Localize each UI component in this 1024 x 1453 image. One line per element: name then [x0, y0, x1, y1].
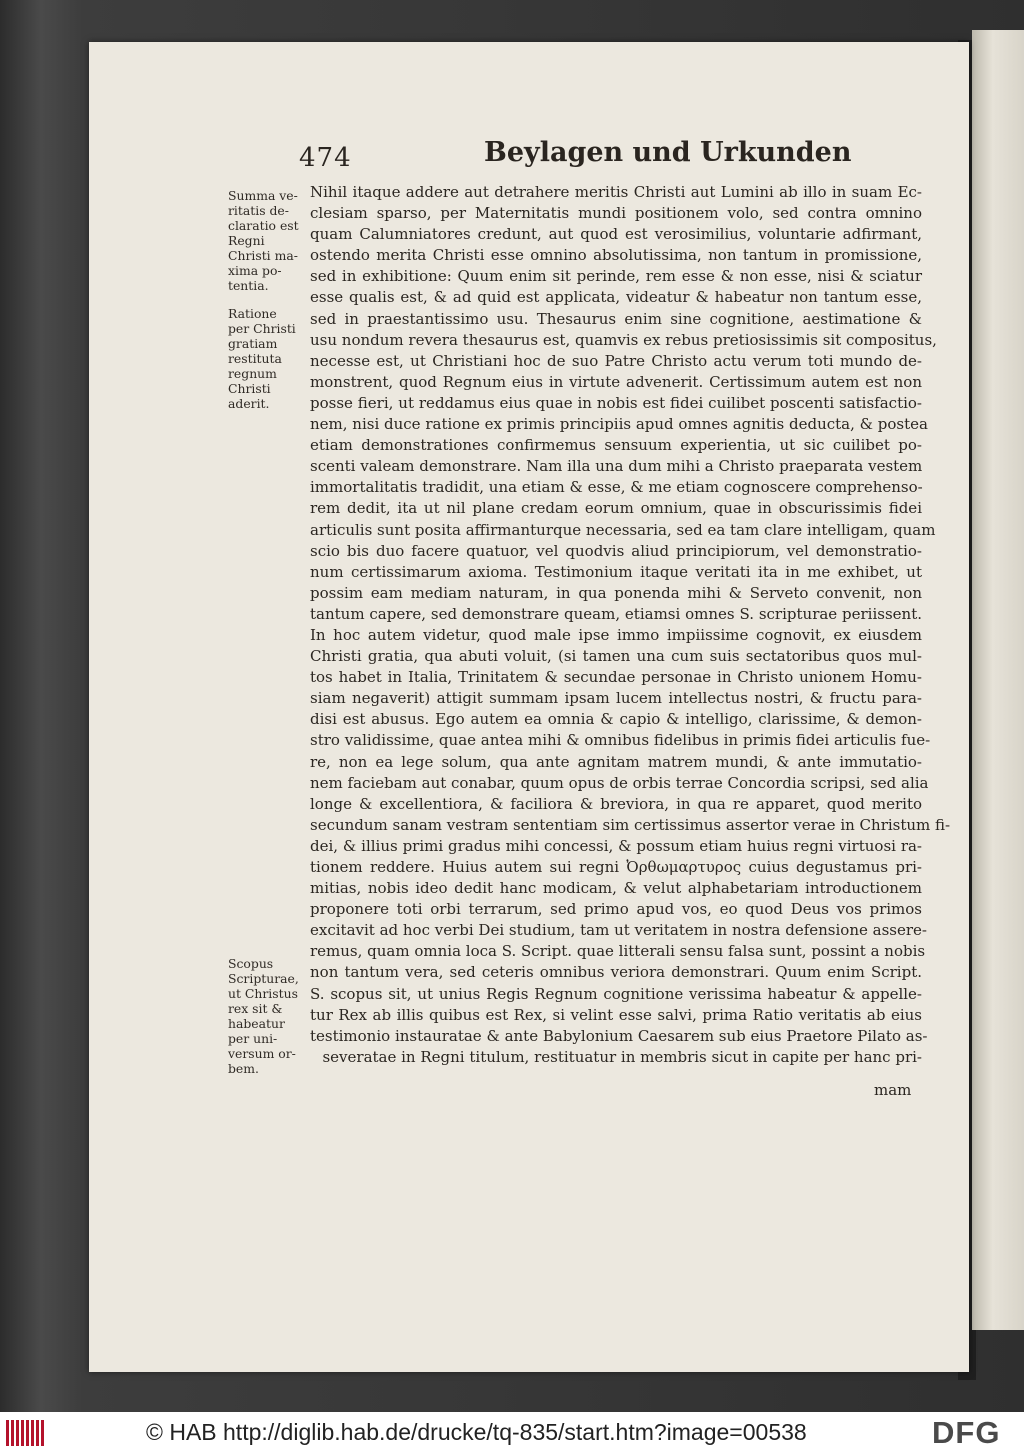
margin-note-line: habeatur	[228, 1016, 285, 1031]
text-line: articulis sunt posita affirmanturque necessaria, sed ea tam clare intelligam, quam	[310, 520, 936, 539]
text-line: In hoc autem videtur, quod male ipse immo impiissime cognovit, ex eiusdem	[310, 625, 922, 644]
text-line: mitias, nobis ideo dedit hanc modicam, & velut alphabetariam introductionem	[310, 879, 922, 898]
text-line: nem, nisi duce ratione ex primis principiis apud omnes agnitis deducta, & postea	[310, 415, 928, 434]
footer-bar	[0, 1412, 1024, 1453]
text-line: necesse est, ut Christiani hoc de suo Patre Christo actu verum toti mundo de-	[310, 351, 922, 370]
text-line: excitavit ad hoc verbi Dei studium, tam ut veritatem in nostra defensione assere-	[310, 921, 927, 940]
margin-note-line: Summa ve-	[228, 188, 298, 203]
margin-note-line: xima po-	[228, 263, 282, 278]
text-line: proponere toti orbi terrarum, sed primo apud vos, eo quod Deus vos primos	[310, 900, 922, 919]
text-line: stro validissime, quae antea mihi & omnibus fidelibus in primis fidei articulis fue-	[310, 731, 931, 750]
margin-note-line: aderit.	[228, 396, 270, 411]
text-line: sed in praestantissimo usu. Thesaurus enim sine cognitione, aestimatione &	[310, 309, 922, 328]
text-line: num certissimarum axioma. Testimonium itaque veritati ita in me exhibet, ut	[310, 562, 922, 581]
text-line: re, non ea lege solum, qua ante agnitam matrem mundi, & ante immutatio-	[310, 752, 922, 771]
text-line: tionem reddere. Huius autem sui regni Ὀρθωμαρτυρος cuius degustamus pri-	[310, 858, 922, 876]
text-line: remus, quam omnia loca S. Script. quae litterali sensu falsa sunt, possint a nobis	[310, 942, 926, 961]
text-line: possim eam mediam naturam, in qua ponenda mihi & Serveto convenit, non	[310, 583, 922, 602]
margin-note-line: claratio est	[228, 218, 299, 233]
text-line: Christi gratia, qua abuti voluit, (si tamen una cum suis sectatoribus quos mul-	[310, 647, 922, 666]
text-line: siam negaverit) attigit summam ipsam lucem intellectus nostri, & fructu para-	[310, 689, 922, 708]
margin-note-line: per Christi	[228, 321, 296, 336]
page-number: 474	[299, 143, 352, 173]
text-line: etiam demonstrationes confirmemus sensuum experientia, ut sic cuilibet po-	[310, 436, 922, 455]
text-line: Nihil itaque addere aut detrahere meritis Christi aut Lumini ab illo in suam Ec-	[310, 183, 922, 201]
margin-note-line: restituta	[228, 351, 282, 366]
text-line: ostendo merita Christi esse omnino absolutissima, non tantum in promissione,	[310, 246, 922, 265]
margin-note-line: gratiam	[228, 336, 278, 351]
margin-note-line: Scripturae,	[228, 971, 299, 986]
text-line: esse qualis est, & ad quid est applicata, videatur & habeatur non tantum esse,	[310, 288, 922, 307]
text-line: scio bis duo facere quatuor, vel quodvis aliud principiorum, vel demonstratio-	[310, 541, 922, 560]
text-line: dei, & illius primi gradus mihi concessi, & possum etiam huius regni virtuosi ra-	[310, 836, 922, 855]
margin-note-line: Scopus	[228, 956, 274, 971]
text-line: disi est abusus. Ego autem ea omnia & capio & intelligo, clarissime, & demon-	[310, 710, 922, 729]
footer-credit: © HAB http://diglib.hab.de/drucke/tq-835/start.htm?image=00538	[146, 1419, 807, 1445]
text-line: nem faciebam aut conabar, quum opus de orbis terrae Concordia scripsi, sed alia	[310, 773, 929, 792]
text-line: usu nondum revera thesaurus est, quamvis ex rebus pretiosissimis sit compositus,	[310, 330, 937, 349]
text-line: rem dedit, ita ut nil plane credam eorum omnium, quae in obscurissimis fidei	[310, 499, 922, 518]
text-line: monstrent, quod Regnum eius in virtute advenerit. Certissimum autem est non	[310, 372, 922, 391]
text-line: tur Rex ab illis quibus est Rex, si velint esse salvi, prima Ratio veritatis ab eius	[310, 1005, 922, 1024]
text-line: secundum sanam vestram sententiam sim certissimus assertor verae in Christum fi-	[310, 815, 951, 834]
body-text	[310, 182, 951, 1068]
running-head: Beylagen und Urkunden	[484, 137, 852, 168]
margin-note-line: versum or-	[228, 1046, 296, 1061]
margin-note-line: bem.	[228, 1061, 259, 1076]
margin-note-line: Christi ma-	[228, 248, 298, 263]
hab-logo-icon	[6, 1420, 44, 1446]
margin-note-line: Christi	[228, 381, 271, 396]
text-line: S. scopus sit, ut unius Regis Regnum cognitione verissima habeatur & appelle-	[310, 984, 922, 1003]
text-line: non tantum vera, sed ceteris omnibus veriora demonstrari. Quum enim Script.	[310, 963, 922, 982]
text-line: clesiam sparso, per Maternitatis mundi positionem volo, sed contra omnino	[310, 204, 922, 223]
dfg-logo: DFG	[932, 1415, 1001, 1450]
text-line: sed in exhibitione: Quum enim sit perinde, rem esse & non esse, nisi & sciatur	[310, 267, 922, 286]
catchword: mam	[874, 1081, 912, 1099]
text-line: tantum capere, sed demonstrare queam, etiamsi omnes S. scripturae periissent.	[310, 604, 922, 623]
margin-note-line: rex sit &	[228, 1001, 283, 1016]
text-line: quam Calumniatores credunt, aut quod est verosimilius, voluntarie adfirmant,	[310, 225, 922, 244]
margin-note-line: Ratione	[228, 306, 277, 321]
facing-page-edge	[972, 30, 1024, 1330]
margin-note-line: Regni	[228, 233, 265, 248]
text-line: tos habet in Italia, Trinitatem & secundae personae in Christo unionem Homu-	[310, 668, 922, 687]
text-line: posse fieri, ut reddamus eius quae in nobis est fidei cuilibet poscenti satisfactio-	[310, 393, 922, 412]
margin-note-summa	[228, 188, 308, 293]
text-line: severatae in Regni titulum, restituatur in membris sicut in capite per hanc pri-	[322, 1047, 922, 1066]
margin-note-ratione	[228, 306, 308, 411]
text-line: longe & excellentiora, & faciliora & breviora, in qua re apparet, quod merito	[310, 794, 922, 813]
margin-note-scopus	[228, 956, 308, 1076]
text-line: immortalitatis tradidit, una etiam & esse, & me etiam cognoscere comprehenso-	[310, 478, 923, 497]
margin-note-line: regnum	[228, 366, 277, 381]
margin-note-line: ritatis de-	[228, 203, 289, 218]
margin-note-line: per uni-	[228, 1031, 278, 1046]
text-line: testimonio instauratae & ante Babylonium Caesarem sub eius Praetore Pilato as-	[310, 1026, 928, 1045]
margin-note-line: tentia.	[228, 278, 269, 293]
text-line: scenti valeam demonstrare. Nam illa una dum mihi a Christo praeparata vestem	[310, 457, 923, 476]
margin-note-line: ut Christus	[228, 986, 298, 1001]
